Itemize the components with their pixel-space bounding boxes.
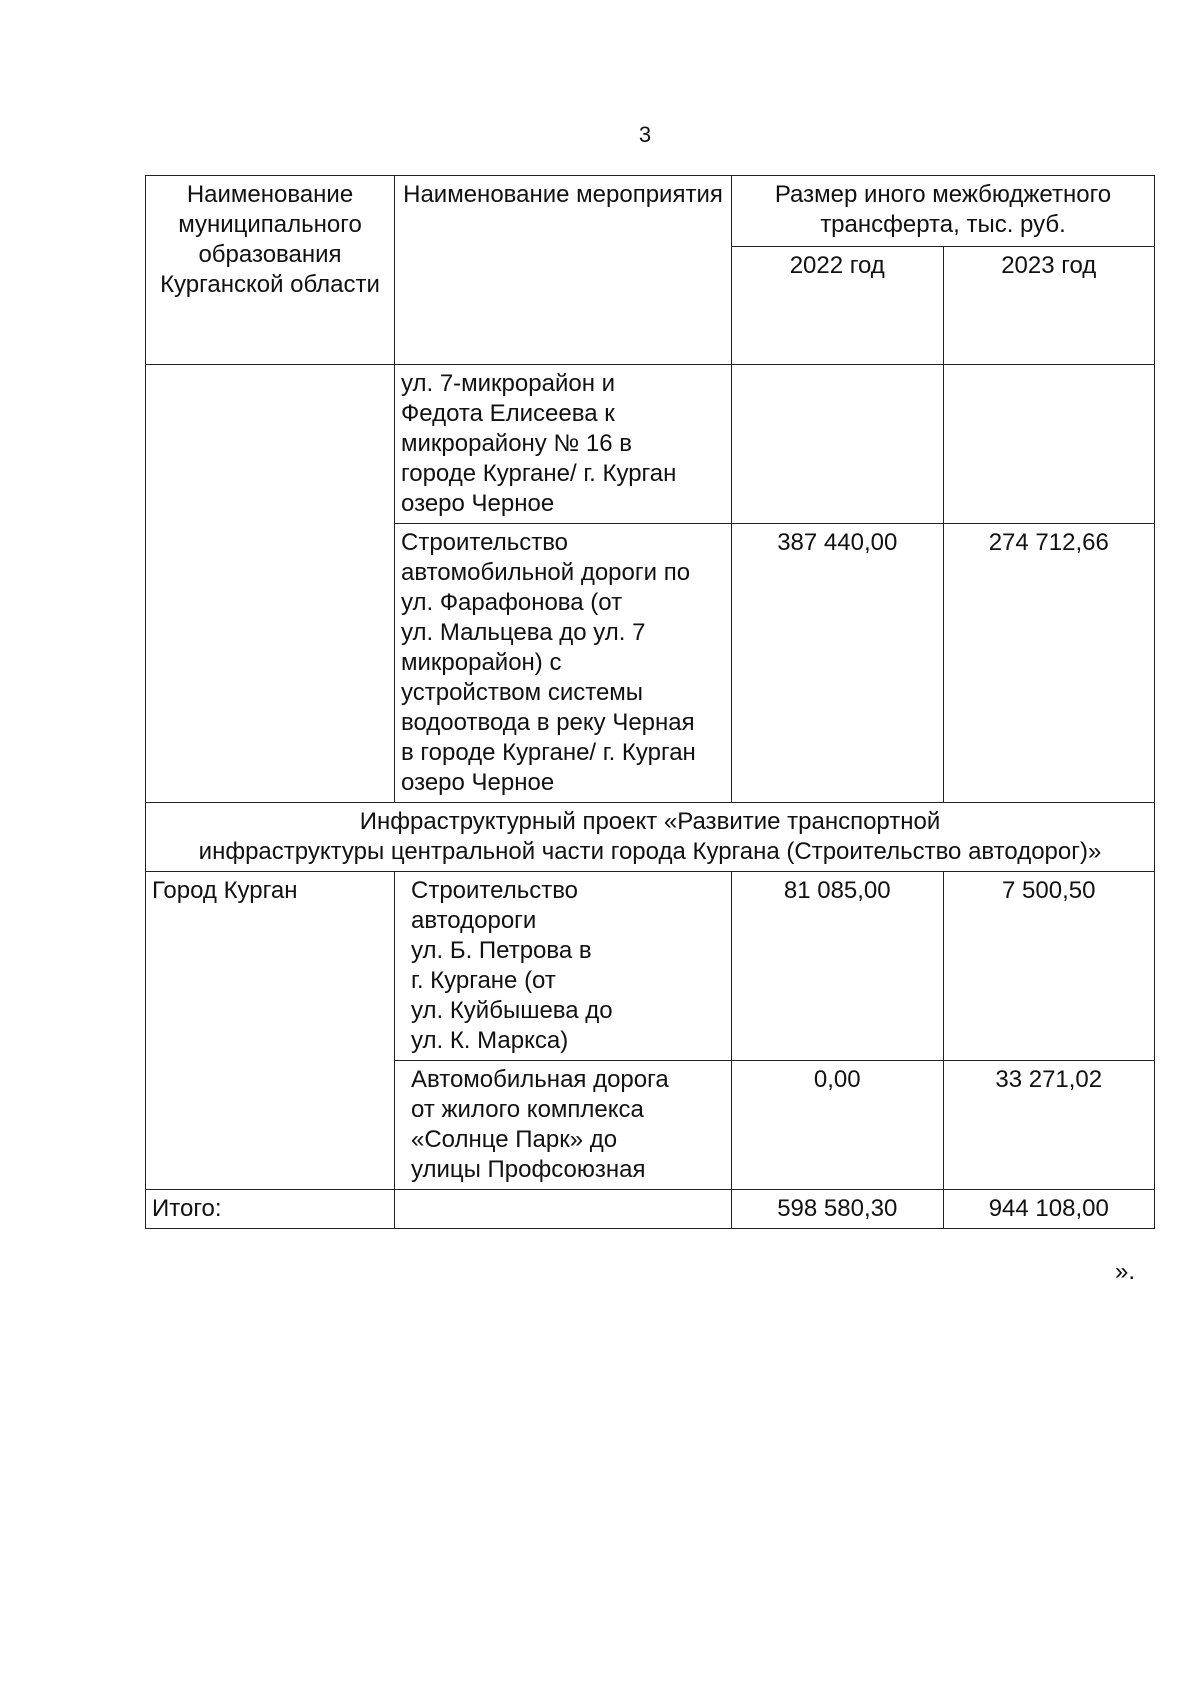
total-event-empty (395, 1190, 732, 1229)
header-year-2023: 2023 год (943, 247, 1155, 365)
total-value-2022: 598 580,30 (732, 1190, 944, 1229)
row-value-2022 (732, 365, 944, 524)
transfer-table (145, 175, 1155, 1229)
closing-quote-mark: ». (1115, 1258, 1136, 1285)
project-title-row (146, 803, 1155, 872)
header-event: Наименование мероприятия (395, 176, 732, 365)
total-label: Итого: (146, 1190, 395, 1229)
table-row (146, 872, 1155, 1061)
total-row (146, 1190, 1155, 1229)
row-municipality: Город Курган (146, 872, 395, 1190)
header-municipality: Наименование муниципального образования Курганской области (146, 176, 395, 365)
header-year-2022: 2022 год (732, 247, 944, 365)
row-value-2023: 274 712,66 (943, 524, 1155, 803)
header-transfer: Размер иного межбюджетного трансферта, тыс. руб. (732, 176, 1155, 247)
row-event: Строительство автомобильной дороги по ул. Фарафонова (от ул. Мальцева до ул. 7 микрорайон) с устройством системы водоотвода в реку Черная в городе Кургане/ г. Курган озеро Черное (395, 524, 732, 803)
row-value-2023 (943, 365, 1155, 524)
row-value-2023: 7 500,50 (943, 872, 1155, 1061)
project-title: Инфраструктурный проект «Развитие транспортной инфраструктуры центральной части города Кургана (Строительство автодорог)» (146, 803, 1155, 872)
table-header-row (146, 176, 1155, 247)
row-event: Автомобильная дорога от жилого комплекса «Солнце Парк» до улицы Профсоюзная (395, 1061, 732, 1190)
row-value-2022: 0,00 (732, 1061, 944, 1190)
row-municipality-empty (146, 365, 395, 803)
row-event: ул. 7-микрорайон и Федота Елисеева к микрорайону № 16 в городе Кургане/ г. Курган озеро Черное (395, 365, 732, 524)
row-value-2022: 387 440,00 (732, 524, 944, 803)
row-value-2023: 33 271,02 (943, 1061, 1155, 1190)
total-value-2023: 944 108,00 (943, 1190, 1155, 1229)
page-number: 3 (638, 122, 652, 147)
table-row (146, 365, 1155, 524)
row-event: Строительство автодороги ул. Б. Петрова в г. Кургане (от ул. Куйбышева до ул. К. Маркса) (395, 872, 732, 1061)
row-value-2022: 81 085,00 (732, 872, 944, 1061)
